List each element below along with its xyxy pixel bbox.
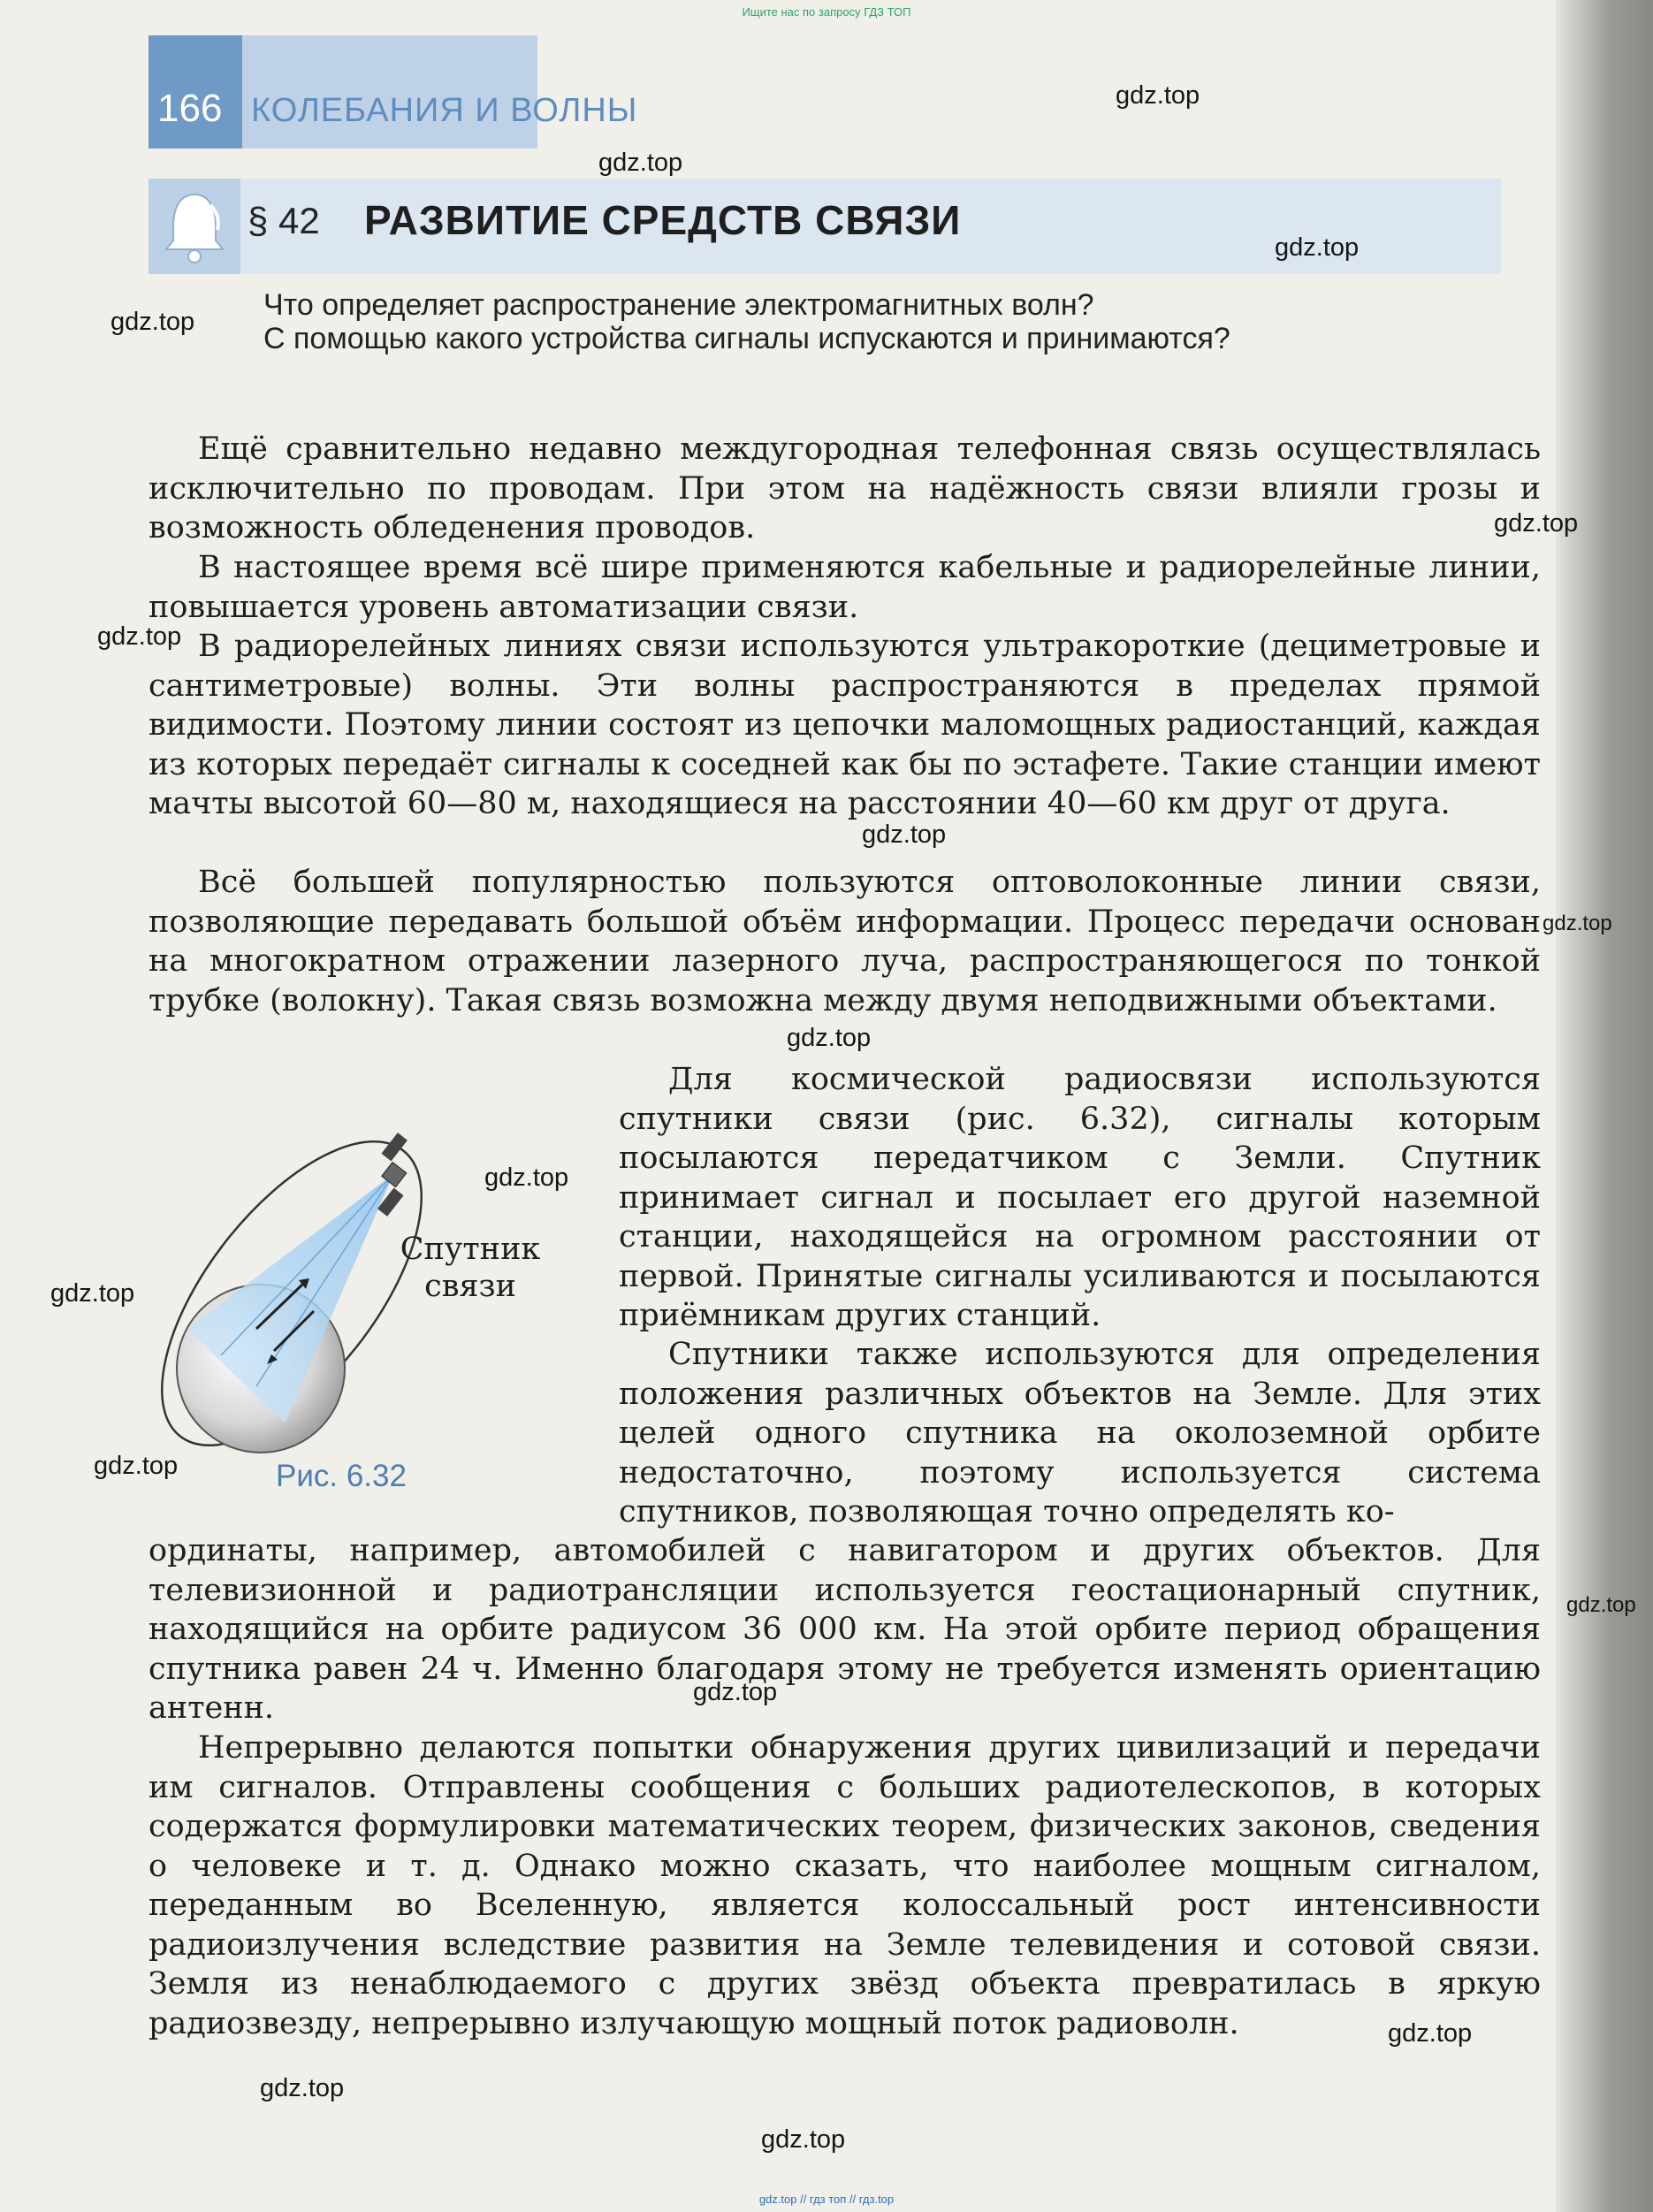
paragraph-6: Спутники также используются для определения положения различных объектов на Земле. Для этих целей одного спутника на околоземной орбите недостаточно, поэтому используется система спутников, позволяющая точно определять ко-	[619, 1337, 1541, 1529]
watermark: gdz.top	[1275, 233, 1360, 262]
paragraph-7: Непрерывно делаются попытки обнаружения других цивилизаций и передачи им сигналов. Отправлены сообщения с больших радиотелескопов, в которых содержатся формулировки математических теорем, физических законов, сведения о человеке и т. д. Однако можно сказать, что наиболее мощным сигналом, переданным во Вселенную, является колоссальный рост интенсивности радиоизлучения вследствие развития на Земле телевидения и сотовой связи. Земля из ненаблюдаемого с других звёзд объекта превратилась в яркую радиозвезду, непрерывно излучающую мощный поток радиоволн.	[149, 1730, 1541, 2041]
watermark: gdz.top	[50, 1279, 135, 1308]
watermark: gdz.top	[761, 2125, 846, 2154]
top-note: Ищите нас по запросу ГДЗ ТОП	[742, 5, 911, 19]
intro-question-1: Что определяет распространение электромагнитных волн?	[263, 288, 1094, 322]
paragraph-3: В радиорелейных линиях связи используются ультракороткие (дециметровые и сантиметровые) волны. Эти волны распространяются в пределах прямой видимости. Поэтому линии состоят из цепочки маломощных радиостанций, каждая из которых передаёт сигналы к соседней как бы по эстафете. Такие станции имеют мачты высотой 60—80 м, находящиеся на расстоянии 40—60 км друг от друга.	[149, 629, 1541, 821]
watermark: gdz.top	[1388, 2019, 1473, 2048]
chapter-title: КОЛЕБАНИЯ И ВОЛНЫ	[251, 92, 638, 129]
watermark: gdz.top	[1116, 81, 1200, 110]
intro-question-2: С помощью какого устройства сигналы испускаются и принимаются?	[263, 322, 1230, 355]
watermark: gdz.top	[484, 1163, 569, 1192]
watermark: gdz.top	[110, 308, 195, 336]
paragraph-5: Для космической радиосвязи используются спутники связи (рис. 6.32), сигналы которым посылаются передатчиком с Земли. Спутник принимает сигнал и посылает его другой наземной станции, находящейся на огромном расстоянии от первой. Принятые сигналы усиливаются и посылаются приёмникам других станций.	[619, 1062, 1541, 1333]
paragraph-2: В настоящее время всё шире применяются кабельные и радиорелейные линии, повышается уровень автоматизации связи.	[149, 550, 1541, 625]
paragraph-1: Ещё сравнительно недавно междугородная телефонная связь осуществлялась исключительно по проводам. При этом на надёжность связи влияли грозы и возможность обледенения проводов.	[149, 431, 1541, 545]
watermark: gdz.top	[97, 622, 182, 651]
watermark: gdz.top	[598, 149, 683, 177]
watermark: gdz.top	[260, 2074, 345, 2102]
satellite-label-line-2: связи	[424, 1269, 516, 1304]
satellite-icon	[377, 1133, 408, 1217]
bottom-note: gdz.top // гдз топ // гдз.top	[758, 2193, 895, 2206]
watermark: gdz.top	[94, 1452, 179, 1480]
section-title: РАЗВИТИЕ СРЕДСТВ СВЯЗИ	[364, 197, 962, 243]
watermark: gdz.top	[1543, 911, 1612, 935]
watermark: gdz.top	[693, 1678, 778, 1706]
bell-icon	[159, 187, 230, 267]
section-number: § 42	[248, 200, 320, 241]
figure-caption: Рис. 6.32	[276, 1459, 407, 1493]
page-edge-shadow	[1556, 0, 1653, 2212]
satellite-label-line-1: Спутник	[400, 1232, 541, 1267]
watermark: gdz.top	[787, 1024, 872, 1052]
satellite-label	[382, 1231, 559, 1305]
page-number: 166	[157, 87, 223, 130]
paragraph-6-continued: ординаты, например, автомобилей с навигатором и других объектов. Для телевизионной и радиотрансляции используется геостационарный спутник, находящийся на орбите радиусом 36 000 км. На этой орбите период обращения спутника равен 24 ч. Именно благодаря этому не требуется изменять ориентацию антенн.	[149, 1533, 1541, 1726]
paragraph-4: Всё большей популярностью пользуются оптоволоконные линии связи, позволяющие передавать большой объём информации. Процесс передачи основан на многократном отражении лазерного луча, распространяющегося по тонкой трубке (волокну). Такая связь возможна между двумя неподвижными объектами.	[149, 865, 1541, 1018]
watermark: gdz.top	[1566, 1593, 1636, 1617]
watermark: gdz.top	[1494, 509, 1579, 538]
watermark: gdz.top	[862, 820, 947, 849]
